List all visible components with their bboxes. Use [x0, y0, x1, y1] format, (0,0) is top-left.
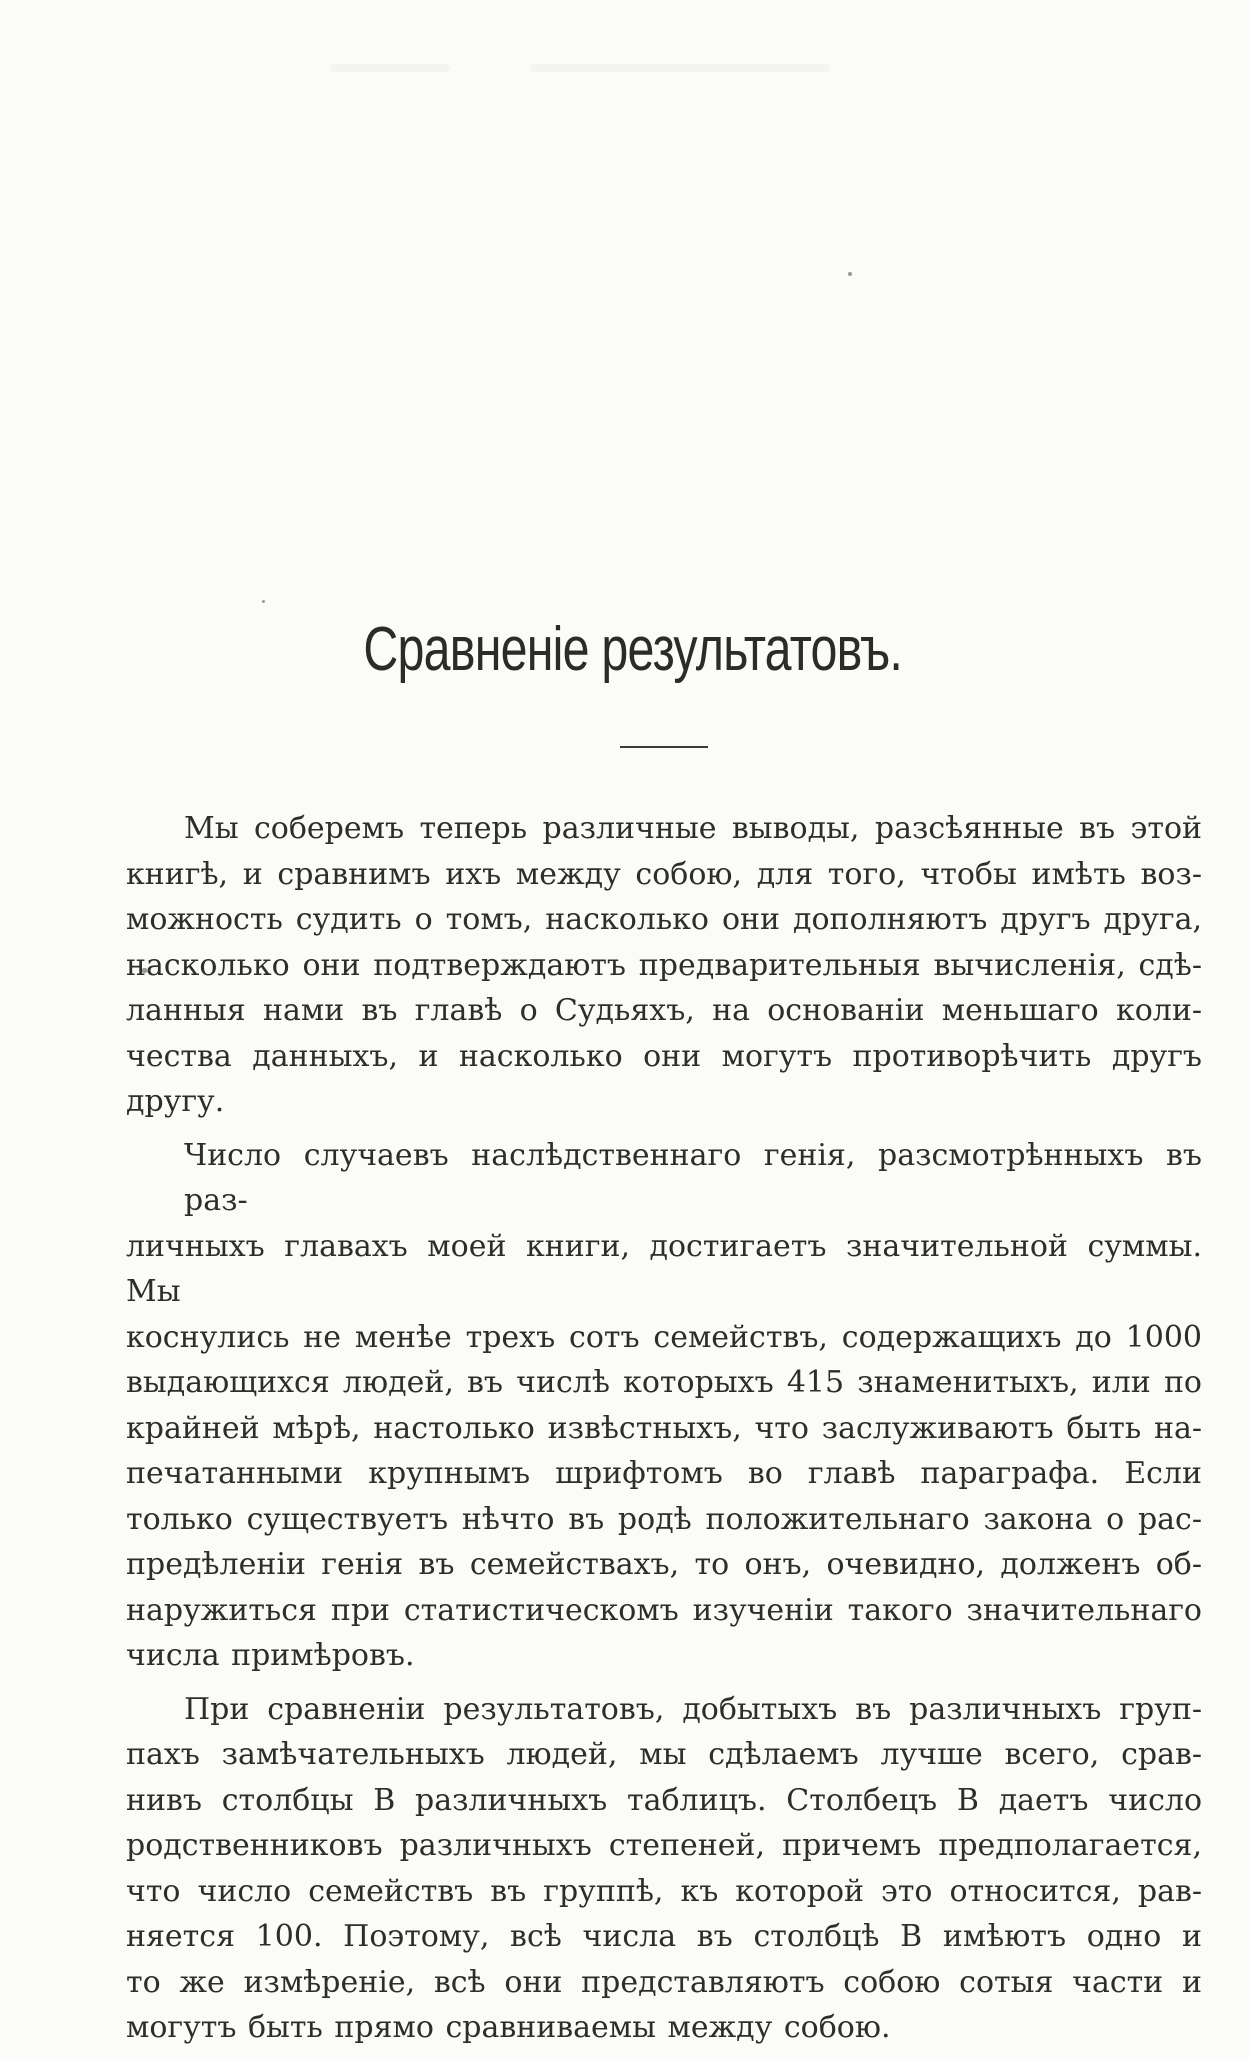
text-line: личныхъ главахъ моей книги, достигаетъ значительной суммы. Мы: [126, 1228, 1202, 1309]
text-line: При сравненіи результатовъ, добытыхъ въ различныхъ груп-: [184, 1691, 1202, 1727]
paragraph: [126, 1687, 1202, 2051]
text-line: коснулись не менѣе трехъ сотъ семействъ, содержащихъ до 1000: [126, 1319, 1202, 1355]
text-line: другу.: [126, 1084, 225, 1119]
text-line: выдающихся людей, въ числѣ которыхъ 415 знаменитыхъ, или по: [126, 1365, 1202, 1400]
text-line: Число случаевъ наслѣдственнаго генія, разсмотрѣнныхъ въ раз-: [184, 1137, 1202, 1218]
title-divider: [620, 746, 708, 748]
paragraph: [126, 1133, 1202, 1679]
speck: [848, 272, 852, 276]
paragraph: [126, 806, 1202, 1125]
text-line: нивъ столбцы В различныхъ таблицъ. Столбецъ В даетъ число: [126, 1782, 1202, 1818]
speck: [262, 600, 265, 603]
text-line: то же измѣреніе, всѣ они представляютъ собою сотыя части и: [126, 1964, 1202, 2000]
text-line: книгѣ, и сравнимъ ихъ между собою, для того, чтобы имѣть воз-: [126, 856, 1202, 892]
text-line: пахъ замѣчательныхъ людей, мы сдѣлаемъ лучше всего, срав-: [126, 1737, 1202, 1772]
text-line: могутъ быть прямо сравниваемы между собою.: [126, 2010, 891, 2045]
text-line: можность судить о томъ, насколько они дополняютъ другъ друга,: [126, 902, 1202, 937]
chapter-title: Сравненіе результатовъ.: [363, 615, 903, 684]
text-line: что число семействъ въ группѣ, къ которой это относится, рав-: [126, 1873, 1202, 1909]
text-line: печатанными крупнымъ шрифтомъ во главѣ параграфа. Если: [126, 1456, 1202, 1491]
text-line: родственниковъ различныхъ степеней, причемъ предполагается,: [126, 1828, 1202, 1863]
text-line: Мы соберемъ теперь различные выводы, разсѣянные въ этой: [184, 811, 1202, 846]
text-line: числа примѣровъ.: [126, 1638, 415, 1673]
text-line: ланныя нами въ главѣ о Судьяхъ, на основаніи меньшаго коли-: [126, 993, 1202, 1028]
text-line: чества данныхъ, и насколько они могутъ противорѣчить другъ: [126, 1038, 1202, 1074]
text-line: насколько они подтверждаютъ предварительныя вычисленія, сдѣ-: [126, 947, 1202, 983]
text-line: няется 100. Поэтому, всѣ числа въ столбцѣ В имѣютъ одно и: [126, 1919, 1202, 1954]
text-line: наружиться при статистическомъ изученіи такого значительнаго: [126, 1592, 1202, 1628]
text-line: только существуетъ нѣчто въ родѣ положительнаго закона о рас-: [126, 1501, 1202, 1537]
body-text: [126, 806, 1202, 2059]
text-line: предѣленіи генія въ семействахъ, то онъ, очевидно, долженъ об-: [126, 1547, 1202, 1582]
bleed-through-header: [330, 60, 930, 100]
text-line: крайней мѣрѣ, настолько извѣстныхъ, что заслуживаютъ быть на-: [126, 1410, 1202, 1446]
